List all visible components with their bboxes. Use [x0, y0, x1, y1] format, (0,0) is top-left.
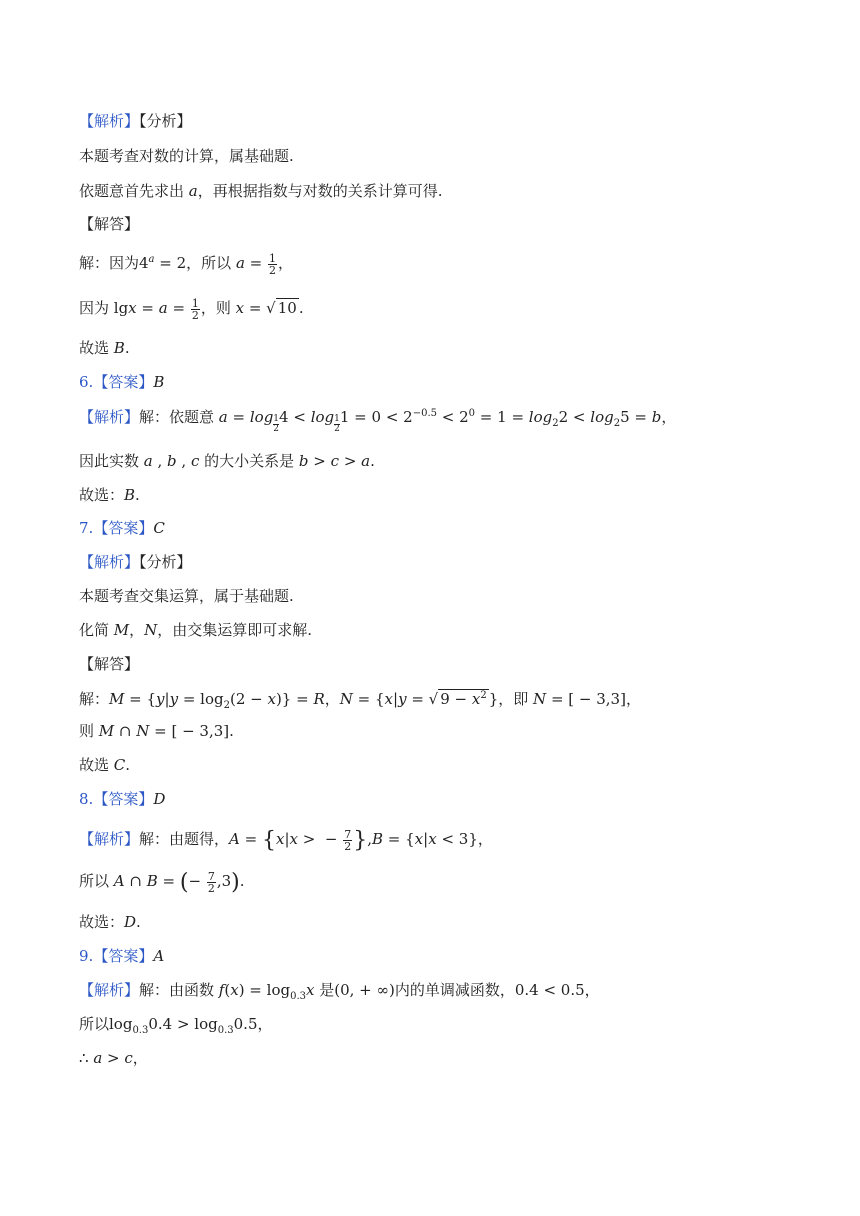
- answer-value: C: [153, 519, 165, 537]
- question-number: 8.: [79, 790, 94, 808]
- math-line: 所以$\log_{0.3}0.4 > \log_{0.3}0.5$，: [79, 1015, 273, 1036]
- question-9-answer: [79, 945, 164, 967]
- math-line: 因为 lgx = a = $\frac{1}{2}$ ，则 x = √ 10 .: [79, 296, 304, 322]
- math-line: 解：因为$4^a = 2$，所以 a = $\frac{1}{2}$ ，: [79, 251, 294, 277]
- analysis-tag: 【解析】: [79, 981, 140, 999]
- text-line: 化简 M，N，由交集运算即可求解.: [79, 621, 313, 639]
- answer-tag: 【答案】: [93, 790, 154, 808]
- answer-value: D: [153, 790, 166, 808]
- answer-value: B: [153, 373, 165, 391]
- math-line: 【解析】解：依题意 a = log $\frac{1}{2}$ 4 < log $\frac{1}{2}$ $1 = 0 < 2^{-0.5} < 2^0 = 1 = \log_22 < \log_25 = b$，: [79, 408, 677, 434]
- question-6-answer: [79, 371, 164, 393]
- math-line: ∴ a > c，: [79, 1049, 148, 1067]
- section-label: 【解答】: [79, 215, 140, 233]
- math-line: 解：$M = \{y|y = \log_2(2 - x)\} = R$，N = {x|y = √ $9 - x^2$ }，即 N = [ − 3,3]，: [79, 690, 641, 711]
- text-line: 本题考查交集运算，属于基础题.: [79, 587, 294, 605]
- question-7-answer: [79, 517, 165, 539]
- section-label: 【分析】: [139, 553, 192, 571]
- math-line: 【解析】解：由函数 $f(x) = \log_{0.3}x$ 是(0, + ∞)内的单调减函数，0.4 < 0.5，: [79, 981, 600, 1002]
- text-line: 本题考查对数的计算，属基础题.: [79, 147, 294, 165]
- question-number: 6.: [79, 373, 94, 391]
- section-label: 【分析】: [139, 112, 192, 130]
- text-line: 故选：B.: [79, 486, 140, 504]
- analysis-tag: 【解析】: [79, 830, 140, 848]
- analysis-tag: 【解析】: [79, 553, 140, 571]
- math-line: 所以 A ∩ B = (− $\frac{7}{2}$ ,3).: [79, 869, 245, 895]
- text-line: 故选：D.: [79, 913, 141, 931]
- answer-value: A: [153, 947, 165, 965]
- math-line: 则 M ∩ N = [ − 3,3].: [79, 722, 234, 740]
- analysis-tag: 【解析】: [79, 112, 140, 130]
- question-8-answer: [79, 788, 165, 810]
- math-line: 【解析】解：由题得，A = {x|x > − $\frac{7}{2}$ },B = {x|x < 3}，: [79, 827, 493, 853]
- answer-tag: 【答案】: [93, 373, 154, 391]
- section-label: 【解答】: [79, 655, 140, 673]
- text-line: 故选 B.: [79, 339, 130, 357]
- analysis-line: [79, 551, 192, 573]
- analysis-tag: 【解析】: [79, 408, 140, 426]
- question-number: 9.: [79, 947, 94, 965]
- answer-tag: 【答案】: [93, 947, 154, 965]
- analysis-line: [79, 110, 192, 132]
- question-number: 7.: [79, 519, 94, 537]
- text-line: 因此实数 a , b , c 的大小关系是 b > c > a.: [79, 452, 375, 470]
- text-line: 依题意首先求出 a，再根据指数与对数的关系计算可得.: [79, 182, 443, 200]
- text-line: 故选 C.: [79, 756, 131, 774]
- answer-tag: 【答案】: [93, 519, 154, 537]
